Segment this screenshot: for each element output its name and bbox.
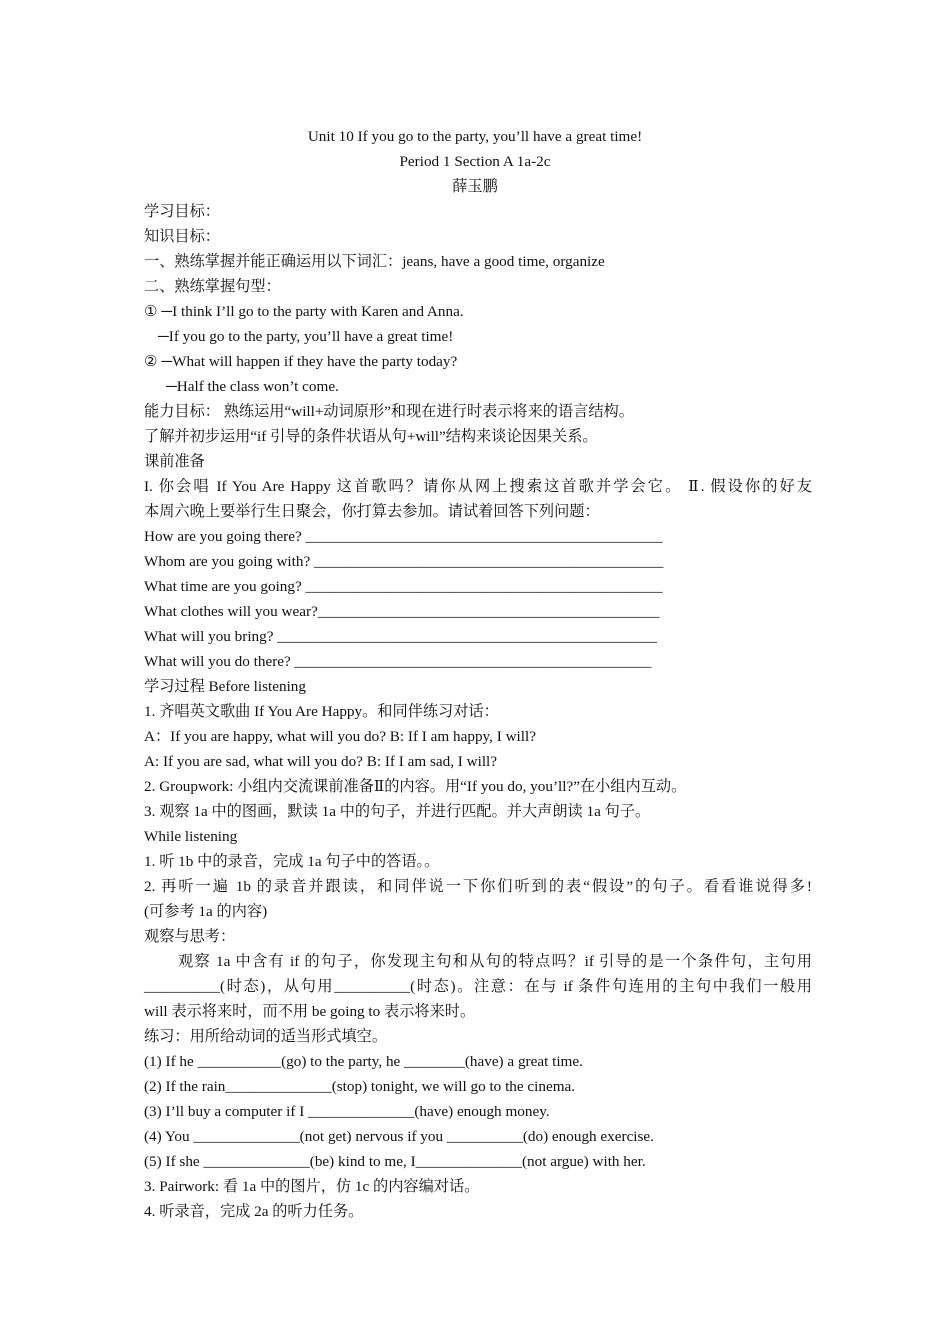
exercise-item-4: (4) You ______________(not get) nervous if you __________(do) enough exercise.	[144, 1128, 654, 1145]
pattern-1-line-b: ─If you go to the party, you’ll have a great time!	[158, 328, 454, 345]
listening-task-2a: 4. 听录音，完成 2a 的听力任务。	[144, 1203, 364, 1220]
document-subtitle: Period 1 Section A 1a-2c	[399, 153, 551, 170]
knowledge-goals-heading: 知识目标：	[144, 228, 220, 245]
ability-goal-cont: 了解并初步运用“if 引导的条件状语从句+will”结构来谈论因果关系。	[144, 428, 598, 445]
before-listening-heading: 学习过程 Before listening	[144, 678, 306, 695]
vocab-goal: 一、熟练掌握并能正确运用以下词汇：jeans, have a good time, organize	[144, 253, 605, 270]
observe-text-1: 观察 1a 中含有 if 的句子，你发现主句和从句的特点吗？if 引导的是一个条件句，主句用	[178, 953, 812, 970]
document-title: Unit 10 If you go to the party, you’ll have a great time!	[307, 128, 643, 145]
observe-heading: 观察与思考：	[144, 928, 236, 945]
question-do: What will you do there? _______________________________________________	[144, 653, 652, 670]
exercise-item-2: (2) If the rain______________(stop) tonight, we will go to the cinema.	[144, 1078, 576, 1095]
while-listening-heading: While listening	[144, 828, 238, 845]
exercise-item-1: (1) If he ___________(go) to the party, he ________(have) a great time.	[144, 1053, 583, 1070]
step-3: 3. 观察 1a 中的图画，默读 1a 中的句子，并进行匹配。并大声朗读 1a 句子。	[144, 803, 651, 820]
pattern-2-line-a: ② ─What will happen if they have the party today?	[144, 353, 458, 370]
listening-step-1: 1. 听 1b 中的录音，完成 1a 句子中的答语。。	[144, 853, 440, 870]
preparation-task-2: 本周六晚上要举行生日聚会，你打算去参加。请试着回答下列问题：	[144, 503, 600, 520]
ability-goal: 能力目标： 熟练运用“will+动词原形”和现在进行时表示将来的语言结构。	[144, 403, 634, 420]
sentence-pattern-heading: 二、熟练掌握句型：	[144, 278, 281, 295]
question-whom: Whom are you going with? ______________________________________________	[144, 553, 664, 570]
observe-text-2: __________(时态)，从句用__________(时态)。注意：在与 if 条件句连用的主句中我们一般用	[144, 978, 812, 995]
step-1: 1. 齐唱英文歌曲 If You Are Happy。和同伴练习对话：	[144, 703, 499, 720]
question-bring: What will you bring? __________________________________________________	[144, 628, 657, 645]
step-2: 2. Groupwork: 小组内交流课前准备Ⅱ的内容。用“If you do, you’ll?”在小组内互动。	[144, 778, 687, 795]
document-body	[144, 199, 812, 1224]
pattern-1-line-a: ① ─I think I’ll go to the party with Karen and Anna.	[144, 303, 464, 320]
exercise-heading: 练习：用所给动词的适当形式填空。	[144, 1028, 387, 1045]
learning-goals-heading: 学习目标：	[144, 203, 220, 220]
listening-step-2: 2. 再听一遍 1b 的录音并跟读，和同伴说一下你们听到的表“假设”的句子。看看谁说得多!	[144, 878, 812, 895]
exercise-item-5: (5) If she ______________(be) kind to me, I______________(not argue) with her.	[144, 1153, 646, 1170]
observe-text-3: will 表示将来时，而不用 be going to 表示将来时。	[144, 1003, 476, 1020]
pattern-2-line-b: ─Half the class won’t come.	[166, 378, 339, 395]
exercise-item-3: (3) I’ll buy a computer if I ______________(have) enough money.	[144, 1103, 550, 1120]
dialog-sad: A: If you are sad, what will you do? B: If I am sad, I will?	[144, 753, 498, 770]
question-time: What time are you going? _______________________________________________	[144, 578, 663, 595]
listening-step-2-note: (可参考 1a 的内容)	[144, 903, 268, 920]
preparation-task-1: I. 你会唱 If You Are Happy 这首歌吗？请你从网上搜索这首歌并学会它。 Ⅱ. 假设你的好友	[144, 478, 812, 495]
question-clothes: What clothes will you wear?_____________________________________________	[144, 603, 660, 620]
dialog-happy: A：If you are happy, what will you do? B: If I am happy, I will?	[144, 728, 536, 745]
pairwork-step: 3. Pairwork: 看 1a 中的图片，仿 1c 的内容编对话。	[144, 1178, 480, 1195]
question-how: How are you going there? _______________________________________________	[144, 528, 663, 545]
author-name: 薛玉鹏	[452, 178, 498, 195]
preparation-heading: 课前准备	[144, 453, 205, 470]
